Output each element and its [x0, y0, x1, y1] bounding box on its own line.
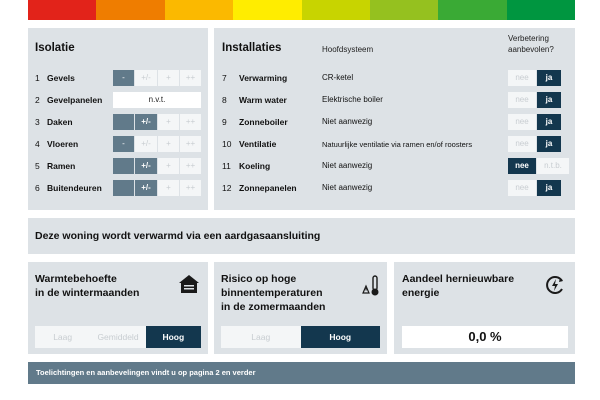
energy-class-segment	[370, 0, 438, 20]
energy-class-segment	[165, 0, 233, 20]
row-number: 2	[35, 95, 40, 105]
aanbevolen-header: aanbevolen?	[508, 45, 554, 54]
risico-panel	[214, 262, 387, 354]
system-value: Elektrische boiler	[322, 95, 383, 104]
row-number: 5	[35, 161, 40, 171]
row-label: Gevelpanelen	[47, 95, 103, 105]
renewable-energy-icon	[544, 274, 566, 296]
row-label: Vloeren	[47, 139, 79, 149]
improvement-yes-option[interactable]: n.t.b.	[537, 158, 569, 174]
row-label: Warm water	[239, 95, 287, 105]
row-number: 12	[222, 183, 232, 193]
system-value: Niet aanwezig	[322, 183, 373, 192]
rating-option[interactable]: -	[113, 136, 134, 152]
row-number: 7	[222, 73, 227, 83]
improvement-no-option[interactable]: nee	[508, 158, 536, 174]
rating-option[interactable]: +/-	[135, 180, 157, 196]
footer-note: Toelichtingen en aanbevelingen vindt u op pagina 2 en verder	[28, 362, 575, 384]
installatie-row-ventilatie	[214, 136, 575, 153]
title-line: in de zomermaanden	[221, 301, 326, 313]
hernieuwbaar-panel	[394, 262, 575, 354]
title-line: Aandeel hernieuwbare	[402, 273, 515, 285]
scale-option-gemiddeld[interactable]: Gemiddeld	[90, 326, 145, 348]
row-label: Zonneboiler	[239, 117, 288, 127]
improvement-yes-option[interactable]: ja	[537, 114, 561, 130]
energy-class-segment	[438, 0, 506, 20]
rating-option[interactable]: ++	[180, 158, 201, 174]
house-icon	[178, 274, 200, 294]
scale-option-laag[interactable]: Laag	[221, 326, 301, 348]
rating-option[interactable]: +	[158, 180, 179, 196]
thermometer-warning-icon	[362, 274, 382, 298]
improvement-yes-option[interactable]: ja	[537, 70, 561, 86]
row-number: 10	[222, 139, 232, 149]
improvement-no-option[interactable]: nee	[508, 136, 536, 152]
isolatie-title: Isolatie	[35, 42, 75, 54]
row-label: Buitendeuren	[47, 183, 102, 193]
installaties-panel	[214, 28, 575, 210]
title-line: energie	[402, 287, 440, 299]
isolatie-row-daken	[28, 114, 208, 131]
row-number: 3	[35, 117, 40, 127]
hernieuwbaar-title	[402, 272, 514, 300]
rating-option[interactable]: ++	[180, 180, 201, 196]
installatie-row-warm-water	[214, 92, 575, 109]
energy-label-strip	[28, 0, 575, 20]
energy-class-segment	[233, 0, 301, 20]
rating-option[interactable]: +/-	[135, 158, 157, 174]
row-number: 1	[35, 73, 40, 83]
rating-option[interactable]: +/-	[135, 136, 157, 152]
system-value: Niet aanwezig	[322, 161, 373, 170]
warmtebehoefte-scale	[35, 326, 201, 348]
rating-option[interactable]: ++	[180, 136, 201, 152]
row-label: Ramen	[47, 161, 76, 171]
improvement-yes-option[interactable]: ja	[537, 180, 561, 196]
improvement-no-option[interactable]: nee	[508, 70, 536, 86]
installaties-title: Installaties	[222, 42, 282, 54]
rating-option[interactable]: +	[158, 70, 179, 86]
gas-notice-text: Deze woning wordt verwarmd via een aardgasaansluiting	[35, 230, 321, 242]
hoofdsysteem-header: Hoofdsysteem	[322, 45, 374, 54]
installatie-row-zonnepanelen	[214, 180, 575, 197]
renewable-share-value: 0,0 %	[402, 326, 568, 348]
rating-option[interactable]: ++	[180, 70, 201, 86]
row-number: 8	[222, 95, 227, 105]
scale-option-hoog[interactable]: Hoog	[301, 326, 381, 348]
rating-option[interactable]	[113, 114, 134, 130]
row-label: Daken	[47, 117, 73, 127]
rating-option[interactable]	[113, 158, 134, 174]
scale-option-laag[interactable]: Laag	[35, 326, 90, 348]
rating-option[interactable]: -	[113, 70, 134, 86]
system-value: Natuurlijke ventilatie via ramen en/of roosters	[322, 139, 473, 149]
rating-option[interactable]: ++	[180, 114, 201, 130]
row-label: Verwarming	[239, 73, 288, 83]
installatie-row-koeling	[214, 158, 575, 175]
title-line: Warmtebehoefte	[35, 273, 117, 285]
isolatie-row-gevelpanelen	[28, 92, 208, 109]
energy-class-segment	[507, 0, 575, 20]
row-number: 4	[35, 139, 40, 149]
title-line: Risico op hoge	[221, 273, 297, 285]
row-label: Koeling	[239, 161, 271, 171]
warmtebehoefte-panel	[28, 262, 208, 354]
rating-option[interactable]: +	[158, 114, 179, 130]
rating-value: n.v.t.	[113, 92, 201, 108]
rating-option[interactable]: +/-	[135, 70, 157, 86]
row-number: 9	[222, 117, 227, 127]
system-value: Niet aanwezig	[322, 117, 373, 126]
row-label: Zonnepanelen	[239, 183, 297, 193]
improvement-yes-option[interactable]: ja	[537, 136, 561, 152]
row-number: 6	[35, 183, 40, 193]
energy-class-segment	[302, 0, 370, 20]
rating-option[interactable]: +	[158, 136, 179, 152]
isolatie-row-ramen	[28, 158, 208, 175]
rating-option[interactable]: +	[158, 158, 179, 174]
row-label: Ventilatie	[239, 139, 277, 149]
isolatie-row-gevels	[28, 70, 208, 87]
title-line: in de wintermaanden	[35, 287, 140, 299]
rating-option[interactable]	[113, 180, 134, 196]
improvement-no-option[interactable]: nee	[508, 114, 536, 130]
improvement-no-option[interactable]: nee	[508, 92, 536, 108]
rating-option[interactable]: +/-	[135, 114, 157, 130]
system-value: CR-ketel	[322, 73, 354, 82]
risico-scale	[221, 326, 380, 348]
improvement-no-option[interactable]: nee	[508, 180, 536, 196]
energy-class-segment	[96, 0, 164, 20]
scale-option-hoog[interactable]: Hoog	[146, 326, 201, 348]
installatie-row-zonneboiler	[214, 114, 575, 131]
warmtebehoefte-title	[35, 272, 139, 300]
energy-class-segment	[28, 0, 96, 20]
risico-title	[221, 272, 325, 314]
isolatie-row-buitendeuren	[28, 180, 208, 197]
installatie-row-verwarming	[214, 70, 575, 87]
improvement-yes-option[interactable]: ja	[537, 92, 561, 108]
row-number: 11	[222, 161, 231, 171]
row-label: Gevels	[47, 73, 75, 83]
title-line: binnentemperaturen	[221, 287, 323, 299]
verbetering-header: Verbetering	[508, 34, 549, 43]
gas-notice-panel	[28, 218, 575, 254]
isolatie-row-vloeren	[28, 136, 208, 153]
isolatie-panel	[28, 28, 208, 210]
